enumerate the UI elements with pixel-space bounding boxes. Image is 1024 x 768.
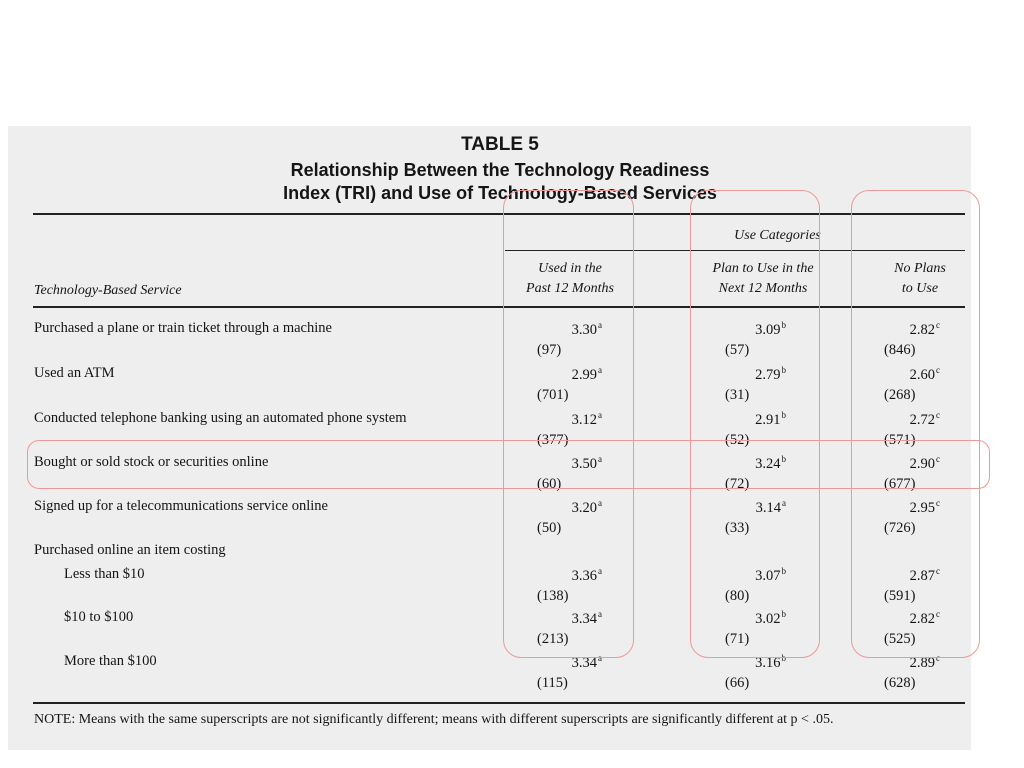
count-plan-row-1: (31) (725, 387, 750, 403)
significance-superscript: b (781, 365, 786, 375)
count-no-plans-row-5: (591) (884, 588, 916, 604)
significance-superscript: b (781, 609, 786, 619)
mean-value: 3.16 (755, 655, 781, 671)
col-header-no-plans-line2: to Use (901, 281, 939, 296)
mean-value: 2.82 (909, 611, 935, 627)
table-note: NOTE: Means with the same superscripts are not significantly different; means with different superscripts are significantly different at p < .05. (34, 712, 834, 727)
highlight-column-plan (690, 190, 820, 658)
group-header: Use Categories (734, 228, 821, 243)
count-no-plans-row-2: (571) (884, 432, 916, 448)
mean-value: 2.89 (909, 655, 935, 671)
significance-superscript: a (598, 454, 602, 464)
count-plan-row-4: (33) (725, 520, 750, 536)
count-past-row-3: (60) (537, 476, 562, 492)
count-plan-row-7: (66) (725, 675, 750, 691)
significance-superscript: b (781, 454, 786, 464)
table-subtitle-line1: Relationship Between the Technology Readiness (290, 160, 710, 180)
mean-value: 2.95 (909, 500, 935, 516)
highlight-column-no-plans (851, 190, 980, 658)
count-past-row-1: (701) (537, 387, 569, 403)
significance-superscript: c (936, 410, 940, 420)
col-header-plan-line2: Next 12 Months (718, 281, 808, 296)
mean-value: 2.90 (909, 456, 935, 472)
col-header-past-line2: Past 12 Months (526, 281, 614, 296)
significance-superscript: c (936, 320, 940, 330)
mean-value: 3.14 (755, 500, 781, 516)
mean-value: 3.09 (755, 322, 781, 338)
mean-value: 3.20 (571, 500, 597, 516)
count-past-row-4: (50) (537, 520, 562, 536)
mean-value: 3.50 (571, 456, 597, 472)
row-label-7: More than $100 (64, 653, 157, 669)
count-past-row-7: (115) (537, 675, 568, 691)
mean-value: 2.99 (571, 367, 597, 383)
highlight-column-past (503, 190, 634, 658)
mean-value: 2.82 (909, 322, 935, 338)
count-past-row-5: (138) (537, 588, 569, 604)
count-plan-row-2: (52) (725, 432, 750, 448)
mean-value: 3.30 (571, 322, 597, 338)
count-no-plans-row-4: (726) (884, 520, 916, 536)
count-past-row-2: (377) (537, 432, 569, 448)
significance-superscript: a (598, 609, 602, 619)
count-past-row-0: (97) (537, 342, 562, 358)
mean-value: 2.91 (755, 412, 781, 428)
count-no-plans-row-6: (525) (884, 631, 916, 647)
significance-superscript: c (936, 365, 940, 375)
mean-value: 3.02 (755, 611, 781, 627)
mean-value: 3.12 (571, 412, 597, 428)
significance-superscript: c (936, 609, 940, 619)
mean-value: 2.60 (909, 367, 935, 383)
count-no-plans-row-0: (846) (884, 342, 916, 358)
col-header-past-line1: Used in the (538, 261, 602, 276)
mean-value: 3.34 (571, 655, 597, 671)
bottom-rule (33, 702, 965, 704)
count-plan-row-0: (57) (725, 342, 750, 358)
count-plan-row-6: (71) (725, 631, 750, 647)
table-title: TABLE 5 (461, 134, 539, 155)
significance-superscript: b (781, 320, 786, 330)
count-plan-row-5: (80) (725, 588, 750, 604)
significance-superscript: a (598, 498, 602, 508)
mean-value: 3.07 (755, 568, 781, 584)
significance-superscript: a (598, 566, 602, 576)
significance-superscript: a (598, 410, 602, 420)
significance-superscript: c (936, 653, 940, 663)
count-past-row-6: (213) (537, 631, 569, 647)
significance-superscript: b (781, 410, 786, 420)
mean-value: 2.79 (755, 367, 781, 383)
count-no-plans-row-3: (677) (884, 476, 916, 492)
significance-superscript: a (598, 653, 602, 663)
mean-value: 3.34 (571, 611, 597, 627)
count-no-plans-row-7: (628) (884, 675, 916, 691)
significance-superscript: b (781, 653, 786, 663)
row-label-1: Used an ATM (34, 365, 115, 381)
top-rule (33, 213, 965, 215)
significance-superscript: a (598, 320, 602, 330)
mean-value: 3.24 (755, 456, 781, 472)
col-header-no-plans-line1: No Plans (894, 261, 946, 276)
count-no-plans-row-1: (268) (884, 387, 916, 403)
row-label-5: Less than $10 (64, 566, 145, 582)
row-label-2: Conducted telephone banking using an automated phone system (34, 410, 407, 426)
count-plan-row-3: (72) (725, 476, 750, 492)
header-rule (33, 306, 965, 308)
significance-superscript: b (781, 566, 786, 576)
mean-value: 2.72 (909, 412, 935, 428)
mean-value: 2.87 (909, 568, 935, 584)
group-row-label: Purchased online an item costing (34, 542, 226, 558)
mean-value: 3.36 (571, 568, 597, 584)
col-header-plan-line1: Plan to Use in the (712, 261, 814, 276)
significance-superscript: c (936, 498, 940, 508)
significance-superscript: c (936, 566, 940, 576)
significance-superscript: a (598, 365, 602, 375)
significance-superscript: c (936, 454, 940, 464)
highlight-row-stock (27, 440, 990, 489)
row-label-6: $10 to $100 (64, 609, 134, 625)
row-label-0: Purchased a plane or train ticket through a machine (34, 320, 332, 336)
table-subtitle-line2: Index (TRI) and Use of Technology-Based Services (283, 183, 717, 203)
row-label-3: Bought or sold stock or securities online (34, 454, 269, 470)
row-header: Technology-Based Service (34, 283, 182, 298)
significance-superscript: a (782, 498, 786, 508)
row-label-4: Signed up for a telecommunications service online (34, 498, 328, 514)
